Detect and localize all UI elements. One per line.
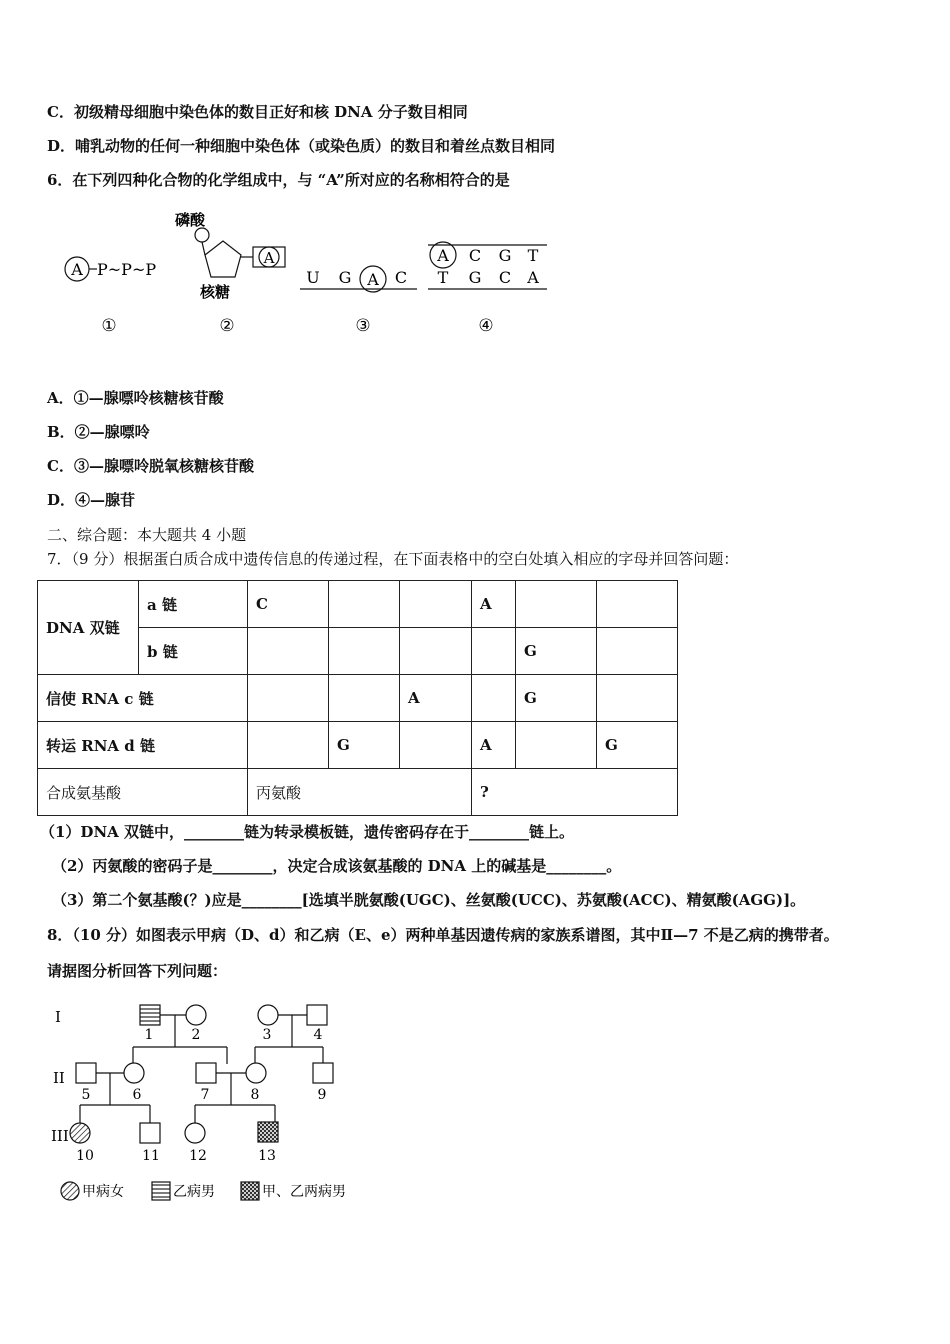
individual-number: 6: [132, 1087, 142, 1103]
rna-base: G: [338, 268, 352, 287]
legend-swatch-disease-b-male: [152, 1182, 170, 1200]
table-cell: a 链: [139, 581, 248, 628]
rna-segment: [300, 266, 417, 292]
table-cell: A: [472, 581, 516, 628]
table-row: [38, 769, 678, 816]
dna-top-base: T: [527, 246, 539, 265]
table-cell: 信使 RNA c 链: [38, 675, 248, 722]
table-cell: G: [516, 675, 597, 722]
ribose-pentagon: [205, 241, 241, 277]
q5-option-c: C．初级精母细胞中染色体的数目正好和核 DNA 分子数目相同: [47, 103, 468, 121]
nucleotide-a-text: A: [263, 249, 275, 267]
table-cell: 转运 RNA d 链: [38, 722, 248, 769]
table-cell: [329, 581, 400, 628]
legend-label: 甲、乙两病男: [262, 1184, 346, 1200]
q7-sub2: （2）丙氨酸的密码子是________，决定合成该氨基酸的 DNA 上的碱基是________。: [52, 857, 622, 875]
table-cell: [516, 581, 597, 628]
pedigree-chart: [45, 995, 375, 1210]
nucleotide-structure: [175, 211, 285, 301]
table-cell: [472, 628, 516, 675]
table-cell: [400, 628, 472, 675]
q6-option-d: D．④—腺苷: [47, 491, 136, 509]
individual-number: 1: [144, 1027, 154, 1043]
q6-stem: 6．在下列四种化合物的化学组成中，与 “A”所对应的名称相符合的是: [47, 171, 510, 189]
table-row: [38, 675, 678, 722]
table-cell: G: [597, 722, 678, 769]
table-row: [38, 722, 678, 769]
generation-label: II: [53, 1069, 65, 1087]
individual-6: [124, 1063, 144, 1083]
table-cell: A: [400, 675, 472, 722]
individual-1: [140, 1005, 160, 1025]
dna-top-base: G: [498, 246, 512, 265]
dna-bottom-base: G: [468, 268, 482, 287]
table-cell: [248, 722, 329, 769]
q5-option-d: D．哺乳动物的任何一种细胞中染色体（或染色质）的数目和着丝点数目相同: [47, 137, 556, 155]
individual-9: [313, 1063, 333, 1083]
q6-option-a: A．①—腺嘌呤核糖核苷酸: [47, 389, 224, 407]
legend-label: 甲病女: [82, 1184, 124, 1200]
individual-5: [76, 1063, 96, 1083]
individual-number: 4: [313, 1027, 323, 1043]
dna-top-base: C: [468, 246, 482, 265]
individual-number: 9: [317, 1087, 327, 1103]
table-cell: G: [516, 628, 597, 675]
generation-label: I: [55, 1008, 61, 1026]
dna-bottom-base: C: [498, 268, 512, 287]
table-cell: C: [248, 581, 329, 628]
legend-swatch-disease-a-female: [61, 1182, 79, 1200]
section-title: 二、综合题：本大题共 4 小题: [47, 526, 247, 544]
table-cell: [516, 722, 597, 769]
figure-number: ③: [355, 316, 371, 336]
table-cell: G: [329, 722, 400, 769]
individual-8: [246, 1063, 266, 1083]
dna-bottom-base: T: [437, 268, 449, 287]
individual-number: 10: [76, 1148, 94, 1164]
table-cell: [248, 628, 329, 675]
label-phosphate: 磷酸: [175, 211, 206, 229]
individual-3: [258, 1005, 278, 1025]
individual-number: 7: [200, 1087, 210, 1103]
rna-base: U: [306, 268, 320, 287]
table-cell: [329, 675, 400, 722]
table-cell: [472, 675, 516, 722]
individual-number: 8: [250, 1087, 260, 1103]
q6-option-c: C．③—腺嘌呤脱氧核糖核苷酸: [47, 457, 254, 475]
rna-base: C: [394, 268, 408, 287]
individual-7: [196, 1063, 216, 1083]
q7-stem: 7．（9 分）根据蛋白质合成中遗传信息的传递过程，在下面表格中的空白处填入相应的字母并回答问题：: [47, 550, 739, 568]
generation-label: III: [51, 1127, 69, 1145]
q8-stem: 8．（10 分）如图表示甲病（D、d）和乙病（E、e）两种单基因遗传病的家族系谱图，其中Ⅱ—7 不是乙病的携带者。: [47, 926, 839, 944]
individual-11: [140, 1123, 160, 1143]
table-row: [38, 581, 678, 628]
table-cell: A: [472, 722, 516, 769]
individual-number: 13: [258, 1148, 276, 1164]
figure-number: ④: [478, 316, 494, 336]
q7-table: [37, 580, 678, 816]
individual-number: 2: [191, 1027, 201, 1043]
table-cell: b 链: [139, 628, 248, 675]
individual-12: [185, 1123, 205, 1143]
individual-number: 11: [142, 1148, 160, 1164]
table-cell: DNA 双链: [38, 581, 139, 675]
atp-structure: [65, 257, 156, 281]
dna-segment: [428, 242, 547, 289]
rna-base: A: [367, 270, 379, 289]
q6-option-b: B．②—腺嘌呤: [47, 423, 150, 441]
individual-13: [258, 1122, 278, 1142]
table-cell: 丙氨酸: [248, 769, 472, 816]
table-cell: [597, 675, 678, 722]
atp-a-text: A: [71, 260, 83, 279]
individual-4: [307, 1005, 327, 1025]
atp-phosphates-text: P~P~P: [97, 260, 157, 279]
label-ribose: 核糖: [200, 283, 231, 301]
individual-number: 3: [262, 1027, 272, 1043]
table-cell: [248, 675, 329, 722]
table-cell: [597, 628, 678, 675]
dna-bottom-base: A: [527, 268, 539, 287]
figure-number: ①: [101, 316, 117, 336]
legend-label: 乙病男: [173, 1184, 215, 1200]
legend-swatch-both-male: [241, 1182, 259, 1200]
figure-number: ②: [219, 316, 235, 336]
phosphate-circle: [195, 228, 209, 242]
table-cell: [597, 581, 678, 628]
q6-figure: [55, 205, 565, 345]
table-cell: ?: [472, 769, 678, 816]
individual-number: 5: [81, 1087, 91, 1103]
q7-sub3: （3）第二个氨基酸(？)应是________[选填半胱氨酸(UGC)、丝氨酸(UCC)、苏氨酸(ACC)、精氨酸(AGG)]。: [52, 891, 806, 909]
table-cell: 合成氨基酸: [38, 769, 248, 816]
dna-top-base: A: [437, 246, 449, 265]
q8-stem-2: 请据图分析回答下列问题：: [47, 962, 228, 980]
table-cell: [329, 628, 400, 675]
table-cell: [400, 581, 472, 628]
individual-2: [186, 1005, 206, 1025]
individual-number: 12: [189, 1148, 207, 1164]
q7-sub1: （1）DNA 双链中，________链为转录模板链，遗传密码存在于________链上。: [40, 823, 575, 841]
table-cell: [400, 722, 472, 769]
individual-10: [70, 1123, 90, 1143]
